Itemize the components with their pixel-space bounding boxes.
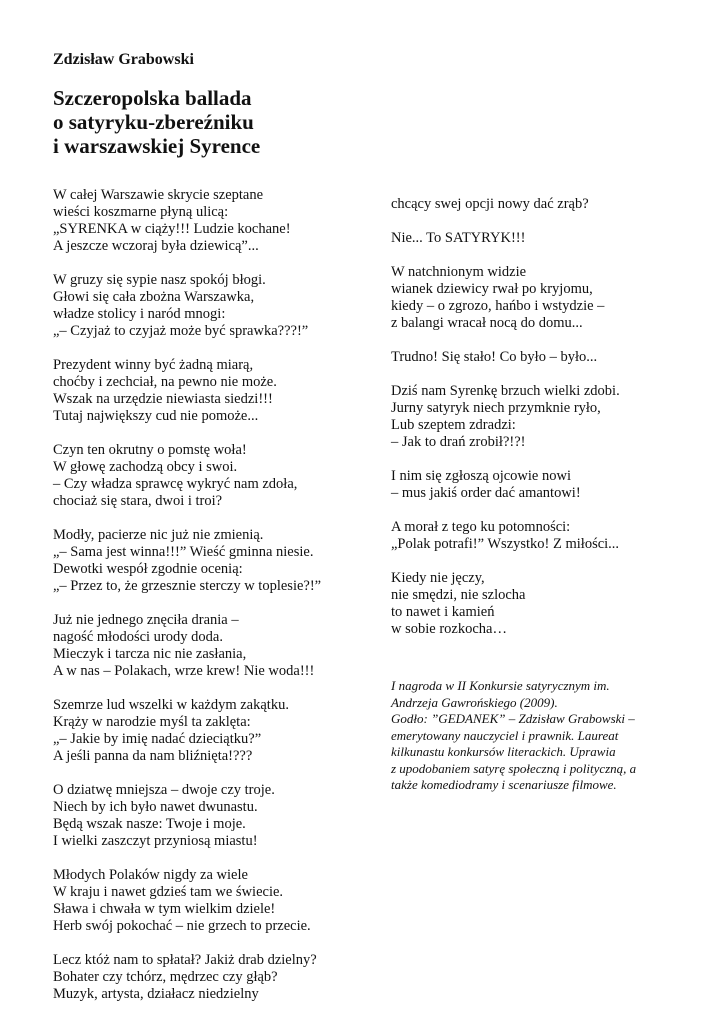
verse-line: Krąży w narodzie myśl ta zaklęta: [53, 714, 251, 730]
stanza [53, 782, 373, 850]
verse-line: Jurny satyryk niech przymknie ryło, [391, 400, 601, 416]
stanza [391, 570, 691, 638]
verse-line: Będą wszak nasze: Twoje i moje. [53, 816, 246, 832]
verse-line: I wielki zaszczyt przyniosą miastu! [53, 833, 258, 849]
verse-line: „– Przez to, że grzesznie sterczy w toplesie?!” [53, 578, 322, 594]
stanza [53, 187, 373, 255]
verse-line: „– Czyjaż to czyjaż może być sprawka???!” [53, 323, 309, 339]
title-line: i warszawskiej Syrence [53, 134, 261, 158]
verse-line: „– Jakie by imię nadać dzieciątku?” [53, 731, 262, 747]
verse-line: Dewotki wespół zgodnie ocenią: [53, 561, 243, 577]
stanza [53, 697, 373, 765]
verse-line: Wszak na urzędzie niewiasta siedzi!!! [53, 391, 273, 407]
verse-line: wianek dziewicy rwał po kryjomu, [391, 281, 593, 297]
verse-line: O dziatwę mniejsza – dwoje czy troje. [53, 782, 275, 798]
verse-line: I nim się zgłoszą ojcowie nowi [391, 468, 571, 484]
verse-line: nie smędzi, nie szlocha [391, 587, 526, 603]
poem-right-column [391, 196, 691, 655]
stanza [391, 349, 691, 366]
verse-line: chcący swej opcji nowy dać zrąb? [391, 196, 589, 212]
verse-line: A jeśli panna da nam bliźnięta!??? [53, 748, 253, 764]
author-name: Zdzisław Grabowski [53, 51, 194, 68]
verse-line: W kraju i nawet gdzieś tam we świecie. [53, 884, 284, 900]
stanza [53, 952, 373, 1003]
verse-line: A jeszcze wczoraj była dziewicą”... [53, 238, 259, 254]
poem-left-column [53, 187, 373, 1020]
verse-line: Herb swój pokochać – nie grzech to przecie. [53, 918, 311, 934]
stanza [53, 442, 373, 510]
verse-line: – Jak to drań zrobił?!?! [391, 434, 526, 450]
verse-line: Szemrze lud wszelki w każdym zakątku. [53, 697, 289, 713]
stanza [53, 272, 373, 340]
verse-line: W natchnionym widzie [391, 264, 527, 280]
verse-line: Lub szeptem zdradzi: [391, 417, 516, 433]
verse-line: A morał z tego ku potomności: [391, 519, 571, 535]
author-note [391, 678, 691, 794]
verse-line: „– Sama jest winna!!!” Wieść gminna niesie. [53, 544, 314, 560]
poem-title [53, 86, 260, 158]
verse-line: to nawet i kamień [391, 604, 495, 620]
note-line: I nagroda w II Konkursie satyrycznym im. [391, 678, 610, 693]
verse-line: „SYRENKA w ciąży!!! Ludzie kochane! [53, 221, 291, 237]
verse-line: wieści koszmarne płyną ulicą: [53, 204, 229, 220]
note-line: emerytowany nauczyciel i prawnik. Laureat [391, 727, 619, 743]
verse-line: „Polak potrafi!” Wszystko! Z miłości... [391, 536, 620, 552]
note-line: Andrzeja Gawrońskiego (2009). [391, 694, 558, 710]
verse-line: Bohater czy tchórz, mędrzec czy głąb? [53, 969, 278, 985]
note-line: kilkunastu konkursów literackich. Uprawia [391, 744, 616, 759]
stanza [53, 357, 373, 425]
stanza [391, 383, 691, 451]
stanza [53, 527, 373, 595]
stanza [53, 867, 373, 935]
verse-line: W całej Warszawie skrycie szeptane [53, 187, 264, 203]
verse-line: Prezydent winny być żadną miarą, [53, 357, 254, 373]
verse-line: Modły, pacierze nic już nie zmienią. [53, 527, 264, 543]
stanza [53, 612, 373, 680]
verse-line: władze stolicy i naród mnogi: [53, 306, 226, 322]
stanza [391, 519, 691, 553]
verse-line: Nie... To SATYRYK!!! [391, 230, 526, 246]
stanza [391, 264, 691, 332]
verse-line: nagość młodości urody doda. [53, 629, 223, 645]
verse-line: Młodych Polaków nigdy za wiele [53, 867, 248, 883]
verse-line: Głowi się cała zbożna Warszawka, [53, 289, 255, 305]
verse-line: Czyn ten okrutny o pomstę woła! [53, 442, 247, 458]
stanza [391, 468, 691, 502]
verse-line: w sobie rozkocha… [391, 621, 507, 637]
verse-line: z balangi wracał nocą do domu... [391, 315, 583, 331]
verse-line: Trudno! Się stało! Co było – było... [391, 349, 598, 365]
verse-line: Już nie jednego znęciła drania – [53, 612, 239, 628]
note-line: także komediodramy i scenariusze filmowe. [391, 777, 617, 792]
verse-line: A w nas – Polakach, wrze krew! Nie woda!!! [53, 663, 315, 679]
verse-line: Lecz któż nam to spłatał? Jakiż drab dzielny? [53, 952, 317, 968]
verse-line: W głowę zachodzą obcy i swoi. [53, 459, 238, 475]
title-line: Szczeropolska ballada [53, 86, 252, 110]
verse-line: W gruzy się sypie nasz spokój błogi. [53, 272, 266, 288]
verse-line: choćby i zechciał, na pewno nie może. [53, 374, 277, 390]
note-line: Godło: ”GEDANEK” – Zdzisław Grabowski – [391, 711, 635, 726]
stanza [391, 196, 691, 213]
verse-line: Kiedy nie jęczy, [391, 570, 485, 586]
verse-line: kiedy – o zgrozo, hańbo i wstydzie – [391, 298, 605, 314]
verse-line: Sława i chwała w tym wielkim dziele! [53, 901, 276, 917]
verse-line: Muzyk, artysta, działacz niedzielny [53, 986, 259, 1002]
verse-line: Niech by ich było nawet dwunastu. [53, 799, 258, 815]
verse-line: Mieczyk i tarcza nic nie zasłania, [53, 646, 247, 662]
verse-line: – Czy władza sprawcę wykryć nam zdoła, [53, 476, 298, 492]
title-line: o satyryku-zbereźniku [53, 110, 254, 134]
verse-line: chociaż się stara, dwoi i troi? [53, 493, 223, 509]
stanza [391, 230, 691, 247]
verse-line: Dziś nam Syrenkę brzuch wielki zdobi. [391, 383, 620, 399]
verse-line: Tutaj największy cud nie pomoże... [53, 408, 259, 424]
verse-line: – mus jakiś order dać amantowi! [391, 485, 581, 501]
note-line: z upodobaniem satyrę społeczną i polityczną, a [391, 760, 637, 776]
